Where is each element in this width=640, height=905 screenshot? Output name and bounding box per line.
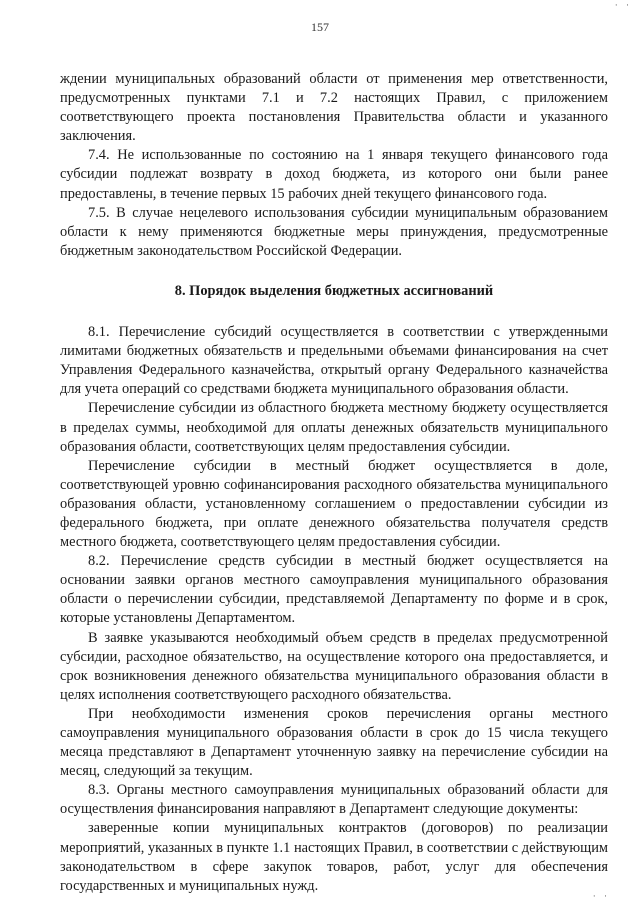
intro-paragraph: ждении муниципальных образований области от применения мер ответственности, предусмотренных пунктами 7.1 и 7.2 настоящих Правил, с приложением соответствующего проекта постановления Правительства области и указанного заключения. xyxy=(60,71,608,145)
paragraph-8-3: 8.3. Органы местного самоуправления муниципальных образований области для осуществления финансирования направляют в Департамент следующие документы: xyxy=(60,782,608,818)
paragraph-8-2: 8.2. Перечисление средств субсидии в местный бюджет осуществляется на основании заявки органов местного самоуправления муниципального образования области о перечислении субсидии, представляемой Департаменту по форме и в срок, которые установлены Департаментом. xyxy=(60,553,608,627)
scan-corner-mark-bottom: · · xyxy=(592,891,610,901)
paragraph-8-1: 8.1. Перечисление субсидий осуществляется в соответствии с утвержденными лимитами бюджетных обязательств и предельными объемами финансирования на счет Управления Федерального казначейства, открытый органу Федерального казначейства для учета операций со средствами бюджета муниципального образования области. xyxy=(60,324,608,398)
section-heading: 8. Порядок выделения бюджетных ассигнований xyxy=(174,282,494,299)
document-body xyxy=(60,70,608,896)
paragraph-8-2-application: В заявке указываются необходимый объем средств в пределах предусмотренной субсидии, расходное обязательство, на осуществление которого она предоставляется, и срок возникновения денежного обязательства муниципального образования области в целях исполнения соответствующего расходного обязательства. xyxy=(60,629,608,703)
paragraph-8-1-transfer: Перечисление субсидии из областного бюджета местному бюджету осуществляется в пределах суммы, необходимой для оплаты денежных обязательств муниципального образования области, соответствующих целям предоставления субсидии. xyxy=(60,400,608,455)
paragraph-7-4: 7.4. Не использованные по состоянию на 1 января текущего финансового года субсидии подлежат возврату в доход бюджета, из которого они были ранее предоставлены, в течение первых 15 рабочих дней текущего финансового года. xyxy=(60,147,608,202)
paragraph-8-3-contracts: заверенные копии муниципальных контрактов (договоров) по реализации мероприятий, указанных в пункте 1.1 настоящих Правил, в соответствии с действующим законодательством в сфере закупок товаров, работ, услуг для обеспечения государственных и муниципальных нужд. xyxy=(60,820,608,894)
paragraph-8-1-share: Перечисление субсидии в местный бюджет осуществляется в доле, соответствующей уровню софинансирования расходного обязательства муниципального образования области, установленному соглашением о предоставлении субсидии из федерального бюджета, при оплате денежного обязательства получателя средств местного бюджета, соответствующего целям предоставления субсидии. xyxy=(60,457,608,551)
paragraph-7-5: 7.5. В случае нецелевого использования субсидии муниципальным образованием области к нему применяются бюджетные меры принуждения, предусмотренные бюджетным законодательством Российской Федерации. xyxy=(60,204,608,259)
page-number: 157 xyxy=(311,20,329,34)
paragraph-8-2-change: При необходимости изменения сроков перечисления органы местного самоуправления муниципального образования области в срок до 15 числа текущего месяца представляют в Департамент уточненную заявку на перечисление субсидии на месяц, следующий за текущим. xyxy=(60,705,608,780)
scan-corner-mark: · · xyxy=(614,0,632,10)
